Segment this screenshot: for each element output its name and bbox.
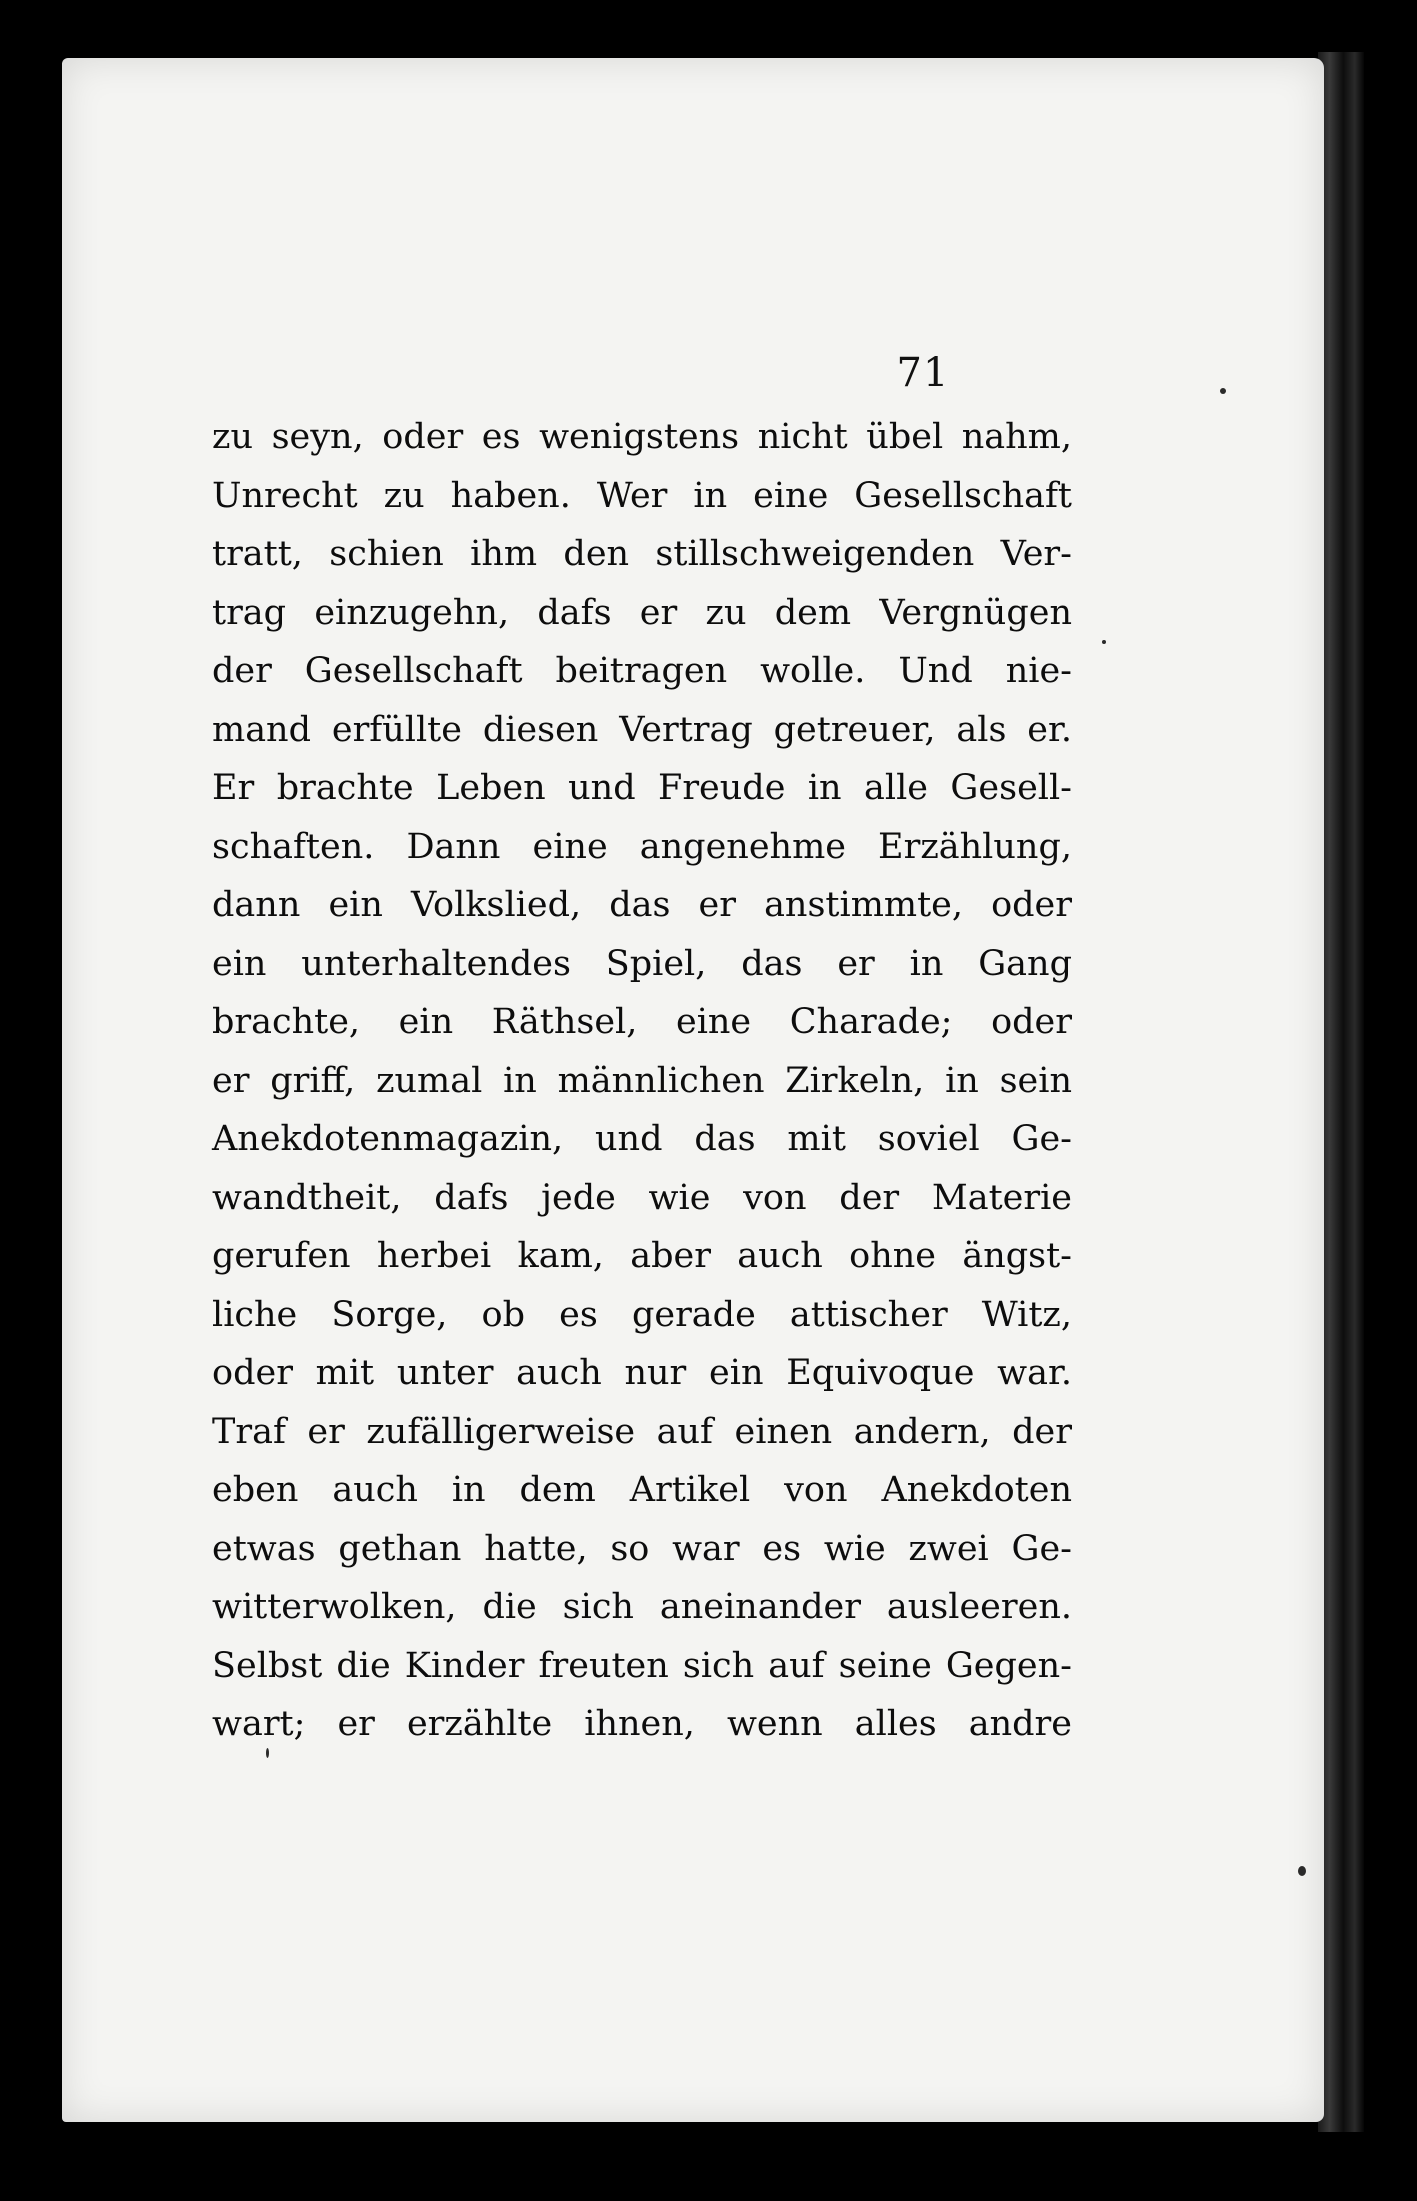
text-line: eben auch in dem Artikel von Anekdoten: [212, 1470, 1072, 1510]
text-line: Er brachte Leben und Freude in alle Gesell-: [212, 768, 1072, 808]
text-line: witterwolken, die sich aneinander ausleeren.: [212, 1587, 1072, 1627]
text-line: mand erfüllte diesen Vertrag getreuer, als er.: [212, 709, 1072, 750]
text-line: tratt, schien ihm den stillschweigenden Ver-: [212, 534, 1072, 574]
ink-speck: [1220, 388, 1226, 394]
text-line: er griff, zumal in männlichen Zirkeln, in sein: [212, 1060, 1072, 1101]
text-line: etwas gethan hatte, so war es wie zwei Ge-: [212, 1528, 1072, 1569]
ink-speck: [1298, 1866, 1306, 1876]
text-line: Anekdotenmagazin, und das mit soviel Ge-: [212, 1119, 1072, 1159]
book-page: [62, 58, 1324, 2122]
text-line: Selbst die Kinder freuten sich auf seine Gegen-: [212, 1645, 1072, 1686]
text-line: dann ein Volkslied, das er anstimmte, oder: [212, 885, 1072, 925]
text-line: zu seyn, oder es wenigstens nicht übel nahm,: [212, 417, 1072, 457]
text-line: der Gesellschaft beitragen wolle. Und nie-: [212, 651, 1072, 691]
ink-speck: [266, 1748, 269, 1758]
text-line: schaften. Dann eine angenehme Erzählung,: [212, 826, 1072, 867]
text-line: wandtheit, dafs jede wie von der Materie: [212, 1177, 1072, 1218]
text-line: gerufen herbei kam, aber auch ohne ängst-: [212, 1236, 1072, 1276]
text-line: ein unterhaltendes Spiel, das er in Gang: [212, 943, 1072, 984]
page-edge: [1318, 52, 1364, 2132]
text-line: Unrecht zu haben. Wer in eine Gesellschaft: [212, 475, 1072, 516]
text-line: brachte, ein Räthsel, eine Charade; oder: [212, 1002, 1072, 1042]
text-line: oder mit unter auch nur ein Equivoque war.: [212, 1353, 1072, 1393]
text-line: liche Sorge, ob es gerade attischer Witz,: [212, 1294, 1072, 1335]
text-line: Traf er zufälligerweise auf einen andern, der: [212, 1411, 1072, 1452]
body-text: [212, 408, 1072, 1754]
ink-speck: [1102, 640, 1106, 644]
page-number: 71: [896, 350, 950, 396]
text-line: trag einzugehn, dafs er zu dem Vergnügen: [212, 592, 1072, 633]
text-line: wart; er erzählte ihnen, wenn alles andre: [212, 1704, 1072, 1744]
